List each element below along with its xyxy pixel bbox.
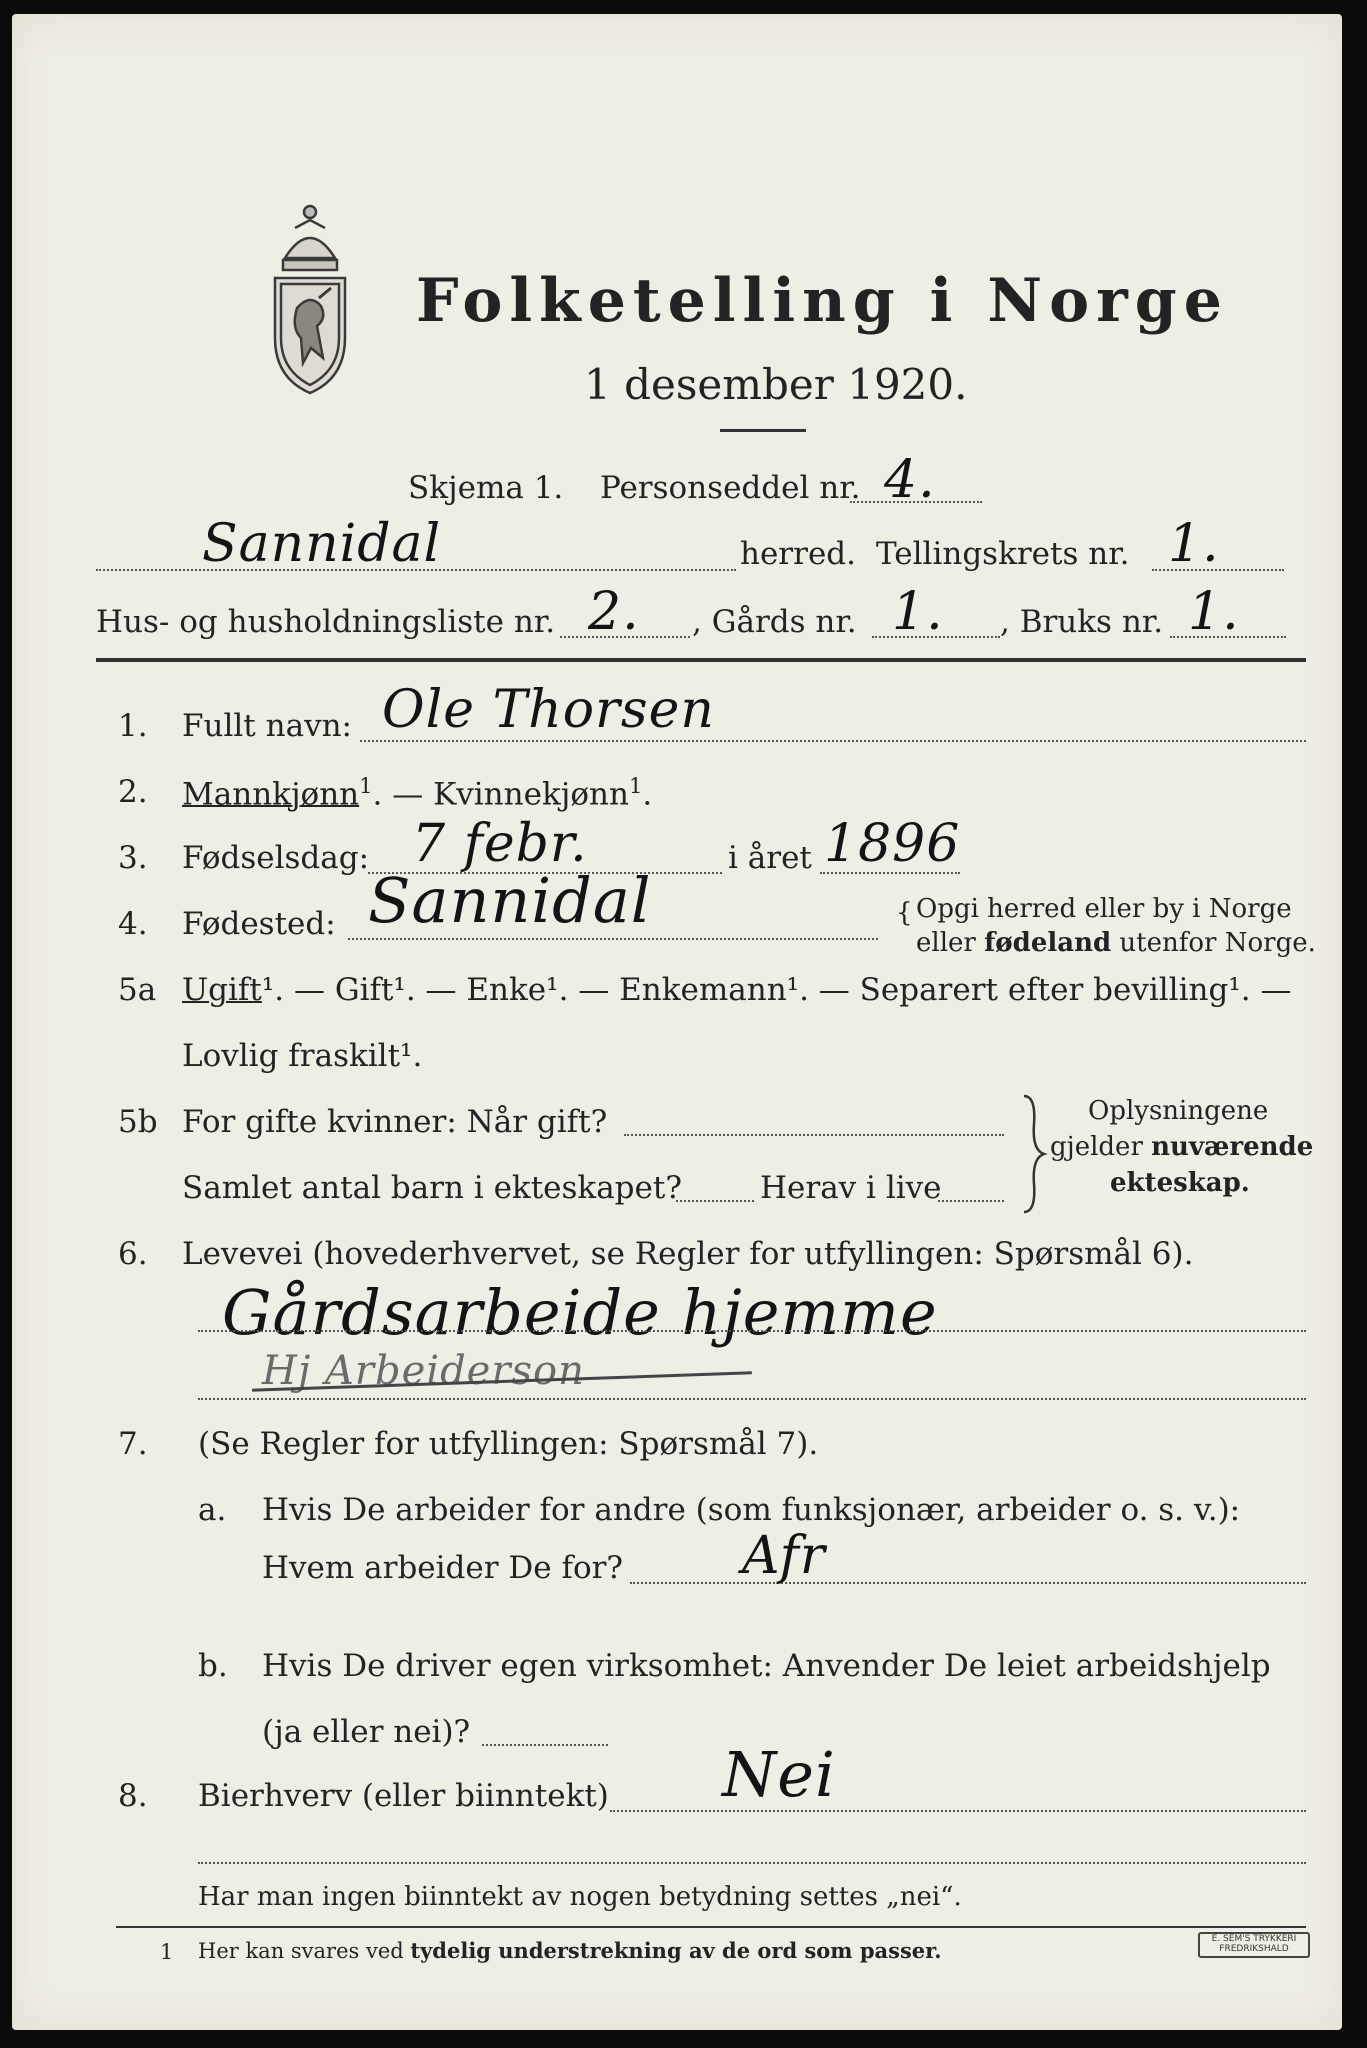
full-name-value[interactable]: Ole Thorsen: [382, 680, 715, 740]
footer-rule: [116, 1926, 1306, 1928]
q2-gender-options: Mannkjønn$^1$. — Kvinnekjønn$^1$.: [182, 774, 653, 813]
birthday-value[interactable]: 7 febr.: [412, 814, 588, 874]
footnote-text: Her kan svares ved tydelig understrekning av de ord som passer.: [198, 1938, 942, 1963]
q7b-text: Hvis De driver egen virksomhet: Anvender De leiet arbeidshjelp: [262, 1648, 1271, 1684]
birthplace-note-brace: {: [896, 898, 913, 928]
birth-year-value[interactable]: 1896: [824, 814, 961, 874]
birthplace-value[interactable]: Sannidal: [368, 864, 652, 937]
q2-number: 2.: [118, 774, 148, 810]
bruks-label: , Bruks nr.: [1000, 604, 1164, 640]
q4-label: Fødested:: [182, 906, 336, 942]
gards-value[interactable]: 1.: [892, 582, 944, 642]
skjema-label: Skjema 1.: [408, 470, 564, 506]
title-divider: [720, 429, 806, 432]
q7a-employer-label: Hvem arbeider De for?: [262, 1550, 624, 1586]
census-form-sheet: [12, 14, 1342, 2030]
footer-note: Har man ingen biinntekt av nogen betydning settes „nei“.: [198, 1882, 962, 1912]
option-ugift[interactable]: Ugift: [182, 972, 262, 1008]
q6-number: 6.: [118, 1236, 148, 1272]
q5b-children-label: Samlet antal barn i ekteskapet?: [182, 1170, 682, 1206]
herred-value[interactable]: Sannidal: [202, 514, 442, 574]
bruks-value[interactable]: 1.: [1188, 582, 1240, 642]
q5b-note-2: gjelder nuværende: [1050, 1132, 1314, 1162]
q7a-text: Hvis De arbeider for andre (som funksjonær, arbeider o. s. v.):: [262, 1492, 1241, 1528]
q5b-married-label: For gifte kvinner: Når gift?: [182, 1104, 608, 1140]
form-title: Folketelling i Norge: [416, 266, 1229, 336]
coat-of-arms-icon: [255, 198, 365, 398]
q5b-number: 5b: [118, 1104, 158, 1140]
q5a-number: 5a: [118, 972, 157, 1008]
tellingskrets-label: Tellingskrets nr.: [876, 536, 1130, 572]
q6-label: Levevei (hovederhvervet, se Regler for utfyllingen: Spørsmål 6).: [182, 1236, 1194, 1272]
occupation-value[interactable]: Gårdsarbeide hjemme: [222, 1276, 938, 1349]
birthplace-note-1: Opgi herred eller by i Norge: [916, 894, 1292, 924]
herred-label: herred.: [740, 536, 856, 572]
husholdning-value[interactable]: 2.: [588, 582, 640, 642]
footnote-number: 1: [160, 1940, 174, 1964]
census-date: 1 desember 1920.: [584, 360, 968, 409]
q1-label: Fullt navn:: [182, 708, 352, 744]
option-male[interactable]: Mannkjønn: [182, 776, 360, 813]
marital-status-options: Ugift¹. — Gift¹. — Enke¹. — Enkemann¹. — Separert efter bevilling¹. —: [182, 972, 1292, 1008]
tellingskrets-value[interactable]: 1.: [1168, 514, 1220, 574]
q8-number: 8.: [118, 1778, 148, 1814]
q7a-letter: a.: [198, 1492, 227, 1528]
side-income-value[interactable]: Nei: [722, 1738, 836, 1811]
q5b-alive-label: Herav i live: [760, 1170, 942, 1206]
q8-label: Bierhverv (eller biinntekt): [198, 1778, 609, 1814]
q5b-note-3: ekteskap.: [1110, 1168, 1250, 1198]
brace-icon: [1018, 1094, 1048, 1214]
option-female[interactable]: Kvinnekjønn: [433, 776, 629, 813]
printer-stamp: E. SEM'S TRYKKERI FREDRIKSHALD: [1198, 1932, 1310, 1958]
q3-number: 3.: [118, 840, 148, 876]
personseddel-value[interactable]: 4.: [884, 450, 936, 510]
struck-occupation-text: Hj Arbeiderson: [262, 1348, 585, 1394]
q7-label: (Se Regler for utfyllingen: Spørsmål 7).: [198, 1426, 819, 1462]
q1-number: 1.: [118, 708, 148, 744]
q4-number: 4.: [118, 906, 148, 942]
q3-label: Fødselsdag:: [182, 840, 370, 876]
q7-number: 7.: [118, 1426, 148, 1462]
option-lovlig-fraskilt[interactable]: Lovlig fraskilt¹.: [182, 1038, 423, 1074]
birthplace-note-2: eller fødeland utenfor Norge.: [916, 928, 1316, 958]
q7b-hired-help-label: (ja eller nei)?: [262, 1714, 471, 1750]
q7b-letter: b.: [198, 1648, 228, 1684]
employer-value[interactable]: Afr: [742, 1526, 826, 1586]
q5b-note-1: Oplysningene: [1088, 1096, 1269, 1126]
gards-label: , Gårds nr.: [692, 604, 857, 640]
q3-year-label: i året: [728, 840, 812, 876]
header-rule: [96, 658, 1306, 662]
personseddel-label: Personseddel nr.: [600, 470, 861, 506]
husholdning-label: Hus- og husholdningsliste nr.: [96, 604, 556, 640]
